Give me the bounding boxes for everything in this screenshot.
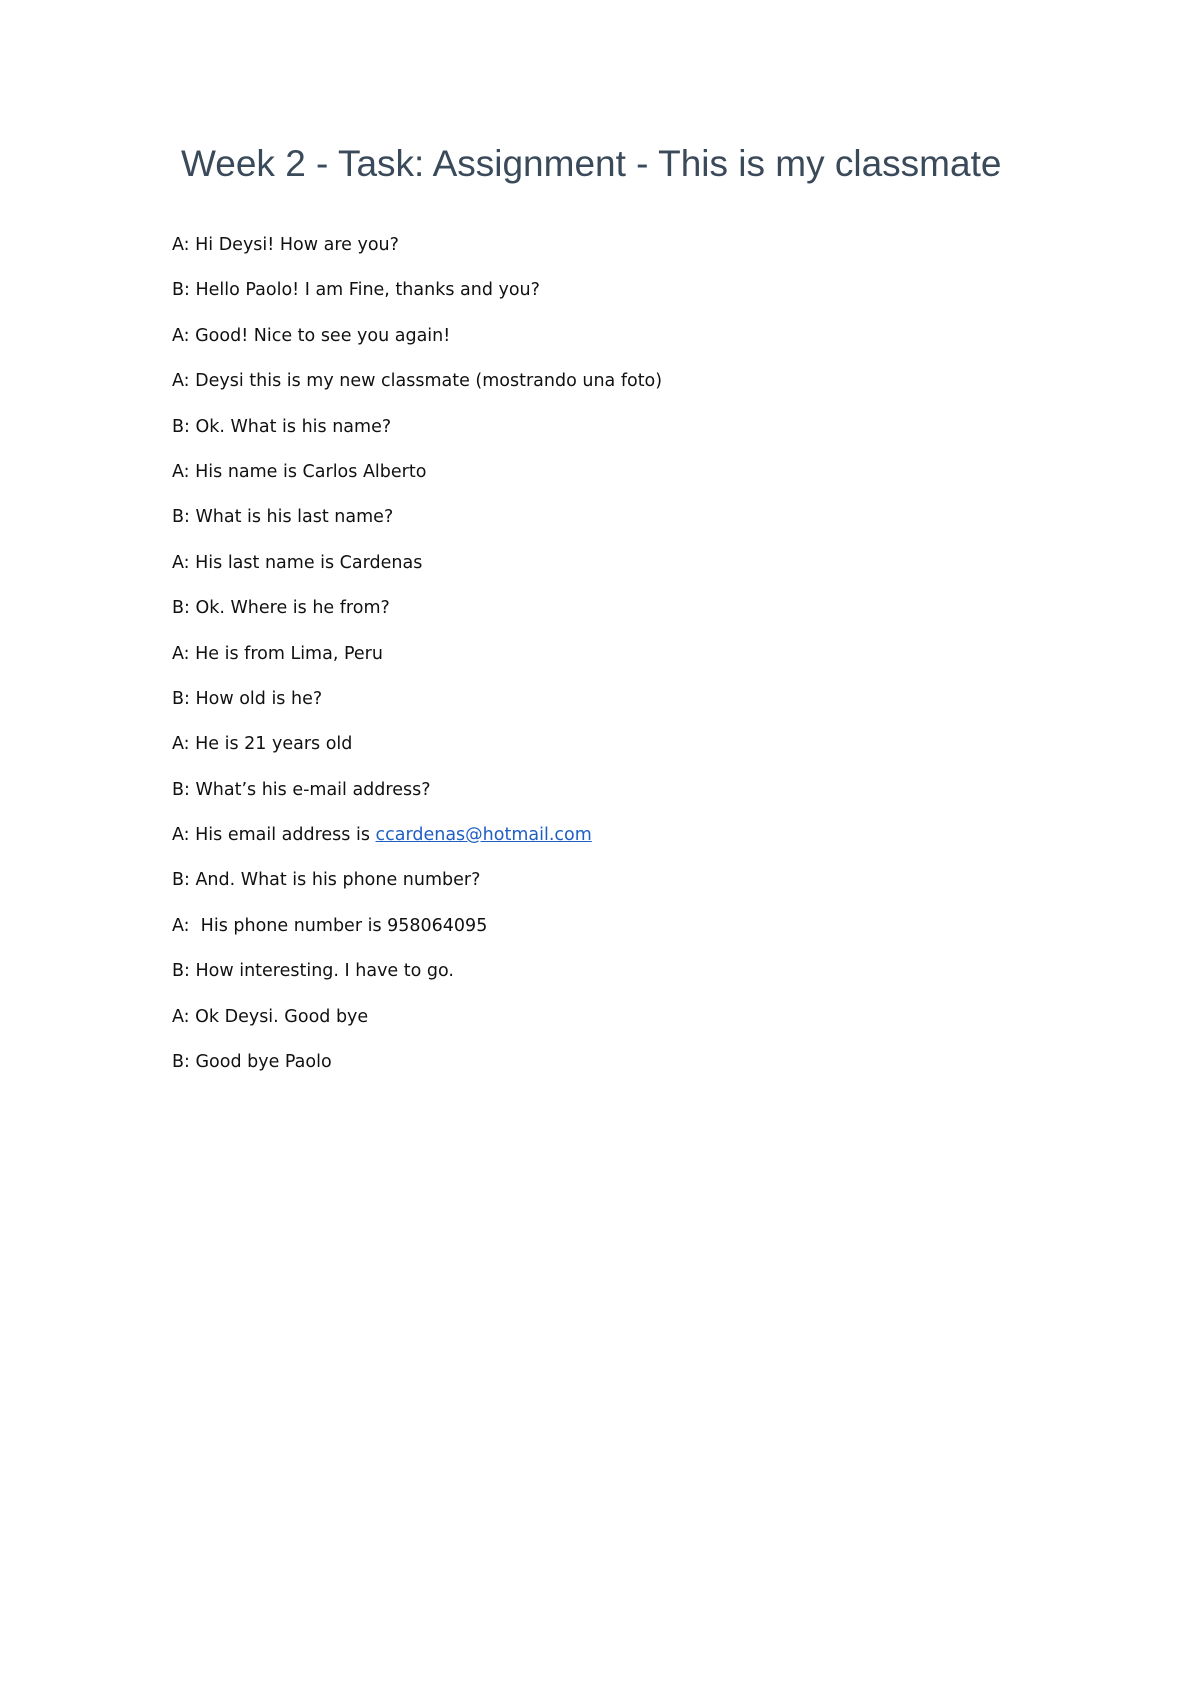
- dialogue-line: A: His name is Carlos Alberto: [172, 461, 427, 482]
- dialogue-line: A: Deysi this is my new classmate (mostrando una foto): [172, 371, 663, 392]
- dialogue-line: A: His phone number is 958064095: [172, 915, 488, 936]
- dialogue-line: A: Ok Deysi. Good bye: [172, 1006, 369, 1027]
- dialogue-line: B: Hello Paolo! I am Fine, thanks and you?: [172, 280, 540, 301]
- dialogue-line: B: How old is he?: [172, 688, 323, 709]
- dialogue-line: B: Good bye Paolo: [172, 1052, 332, 1073]
- document-title: Week 2 - Task: Assignment - This is my classmate: [181, 143, 1002, 184]
- dialogue-list: [172, 232, 662, 1094]
- dialogue-line: B: What’s his e-mail address?: [172, 779, 431, 800]
- dialogue-line: A: He is from Lima, Peru: [172, 643, 383, 664]
- dialogue-line: A: His last name is Cardenas: [172, 552, 423, 573]
- dialogue-line: B: Ok. Where is he from?: [172, 598, 390, 619]
- dialogue-line: B: How interesting. I have to go.: [172, 961, 454, 982]
- email-link[interactable]: ccardenas@hotmail.com: [375, 825, 592, 846]
- dialogue-line: B: And. What is his phone number?: [172, 870, 481, 891]
- dialogue-line: B: What is his last name?: [172, 507, 394, 528]
- dialogue-line-email: [172, 822, 662, 867]
- dialogue-line: A: Hi Deysi! How are you?: [172, 235, 399, 255]
- dialogue-line: A: He is 21 years old: [172, 734, 353, 755]
- email-line-text: A: His email address is: [172, 825, 376, 846]
- dialogue-line: B: Ok. What is his name?: [172, 416, 392, 437]
- dialogue-line: A: Good! Nice to see you again!: [172, 325, 451, 346]
